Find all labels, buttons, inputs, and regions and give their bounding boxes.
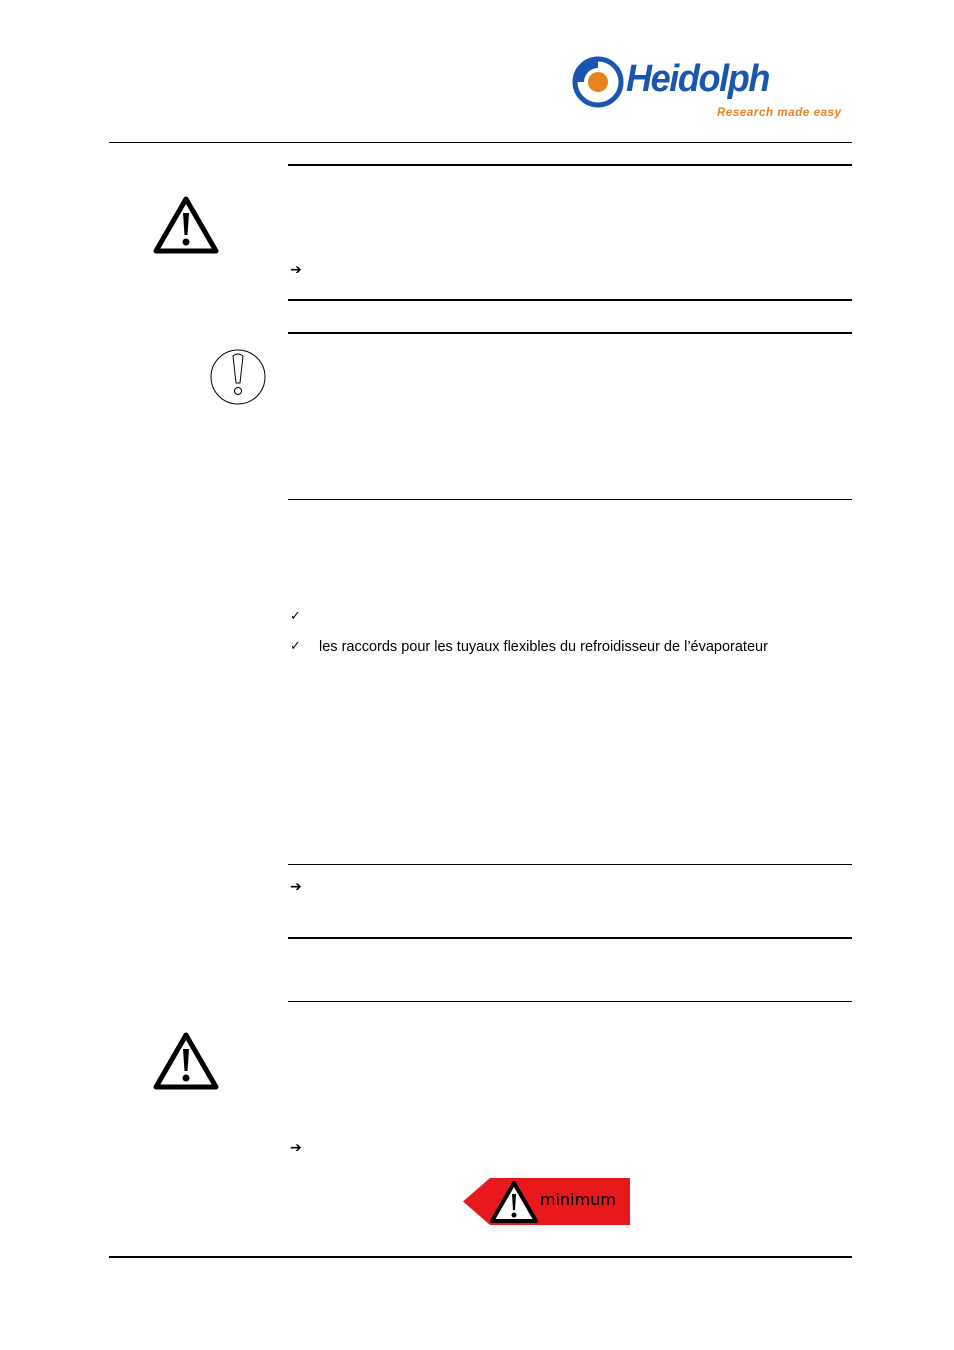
instruction-block-bottom-rule	[288, 937, 852, 939]
logo-mark-icon	[572, 56, 624, 108]
note-block-top-rule	[288, 332, 852, 334]
heidolph-logo	[572, 56, 854, 126]
header-rule	[109, 142, 852, 143]
arrow-right-icon: ➔	[290, 879, 302, 895]
warning-block-2-top-rule	[288, 1001, 852, 1002]
logo-tagline: Research made easy	[717, 107, 842, 119]
logo-wordmark: Heidolph	[626, 58, 770, 100]
checkmark-icon: ✓	[290, 609, 301, 624]
arrow-right-icon: ➔	[290, 1140, 302, 1156]
exclamation-circle-icon	[208, 348, 268, 406]
footer-rule	[109, 1256, 852, 1258]
warning-triangle-icon	[152, 195, 220, 255]
arrow-right-icon: ➔	[290, 262, 302, 278]
minimum-label: minimum	[540, 1190, 616, 1209]
warning-block-top-rule	[288, 164, 852, 166]
warning-triangle-icon	[152, 1031, 220, 1091]
checklist-item-2: les raccords pour les tuyaux flexibles du refroidisseur de l’évaporateur	[319, 639, 768, 655]
minimum-badge	[462, 1177, 632, 1227]
note-block-bottom-rule	[288, 499, 852, 500]
instruction-block-top-rule	[288, 864, 852, 865]
checkmark-icon: ✓	[290, 639, 301, 654]
warning-block-bottom-rule	[288, 299, 852, 301]
